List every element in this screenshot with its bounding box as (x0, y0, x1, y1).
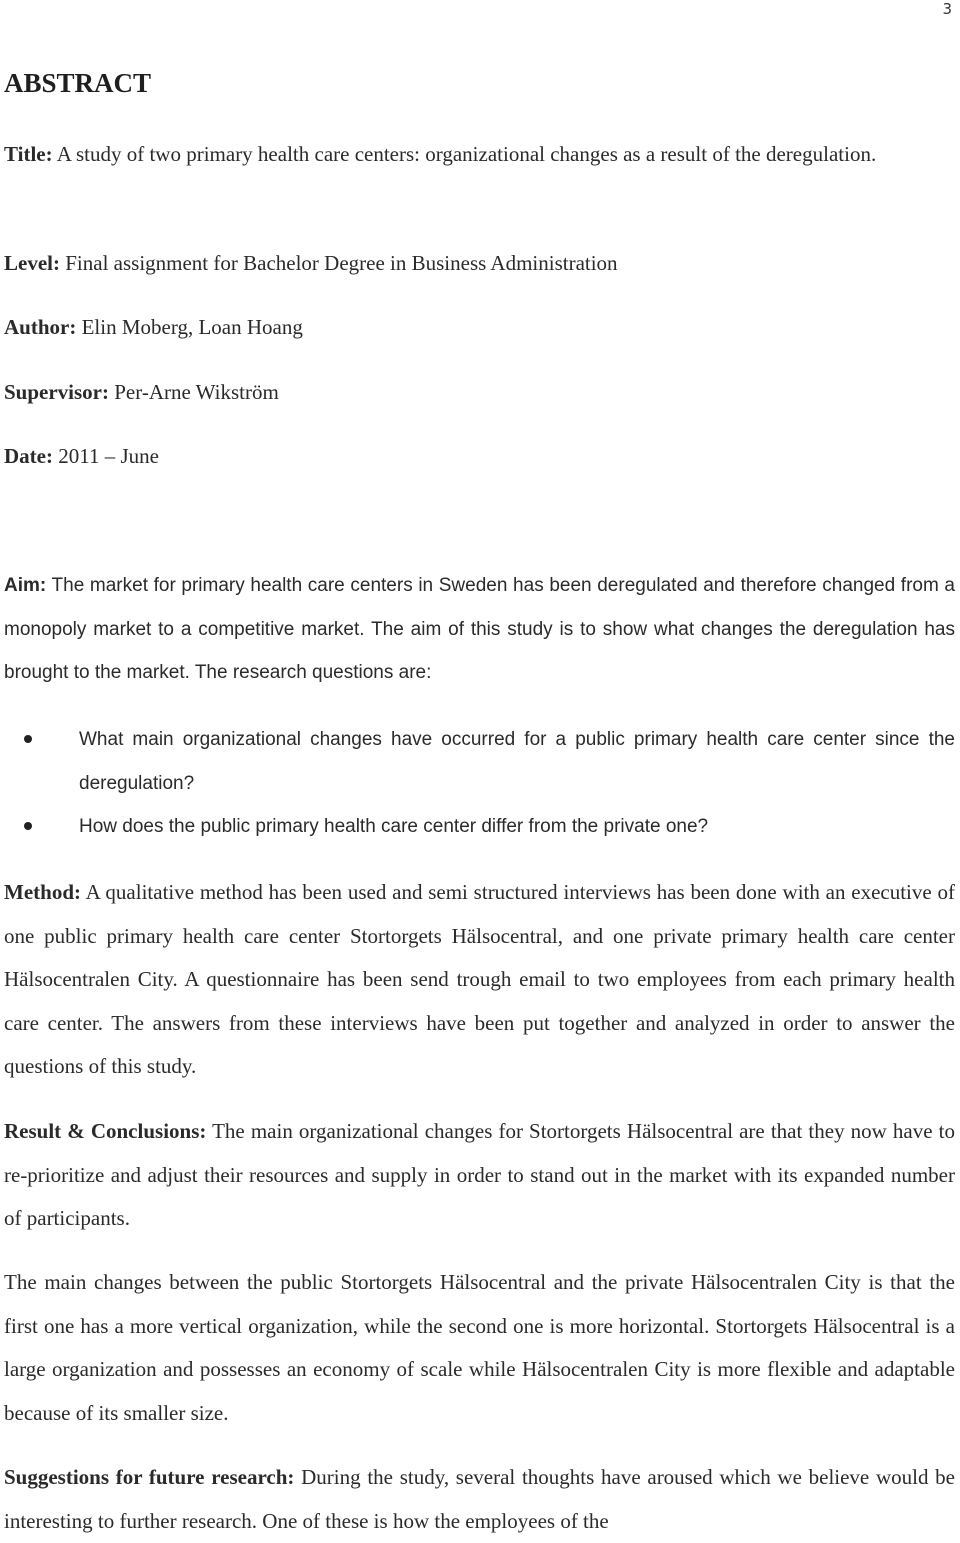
list-item: How does the public primary health care center differ from the private one? (0, 805, 955, 849)
result-label: Result & Conclusions: (4, 1119, 207, 1143)
title-label: Title: (4, 142, 53, 166)
author-value: Elin Moberg, Loan Hoang (76, 315, 303, 339)
result-paragraph (4, 1110, 955, 1241)
aim-label: Aim: (4, 575, 47, 596)
bullet-icon (24, 735, 32, 743)
date-value: 2011 – June (52, 444, 159, 468)
research-questions-list (0, 718, 955, 849)
suggestions-text: During the study, several thoughts have aroused which we believe would be interesting to further research. One of these is how the employees of the (4, 1465, 955, 1533)
page-title: ABSTRACT (4, 68, 152, 98)
level-field (4, 242, 955, 286)
author-label: Author: (4, 315, 77, 339)
method-text: A qualitative method has been used and semi structured interviews has been done with an executive of one public primary health care center Stortorgets Hälsocentral, and one private primary health care center Hälsocentralen City. A questionnaire has been send trough email to two employees from each primary health care center. The answers from these interviews have been put together and analyzed in order to answer the questions of this study. (4, 880, 955, 1078)
page-number: 3 (942, 0, 952, 18)
title-value: A study of two primary health care centers: organizational changes as a result of the deregulation. (52, 142, 877, 166)
suggestions-paragraph (4, 1456, 955, 1543)
supervisor-field (4, 371, 955, 415)
level-label: Level: (4, 251, 60, 275)
level-value: Final assignment for Bachelor Degree in Business Administration (59, 251, 618, 275)
title-field (4, 133, 955, 177)
method-paragraph (4, 871, 955, 1089)
supervisor-value: Per-Arne Wikström (109, 380, 279, 404)
aim-paragraph (4, 564, 955, 695)
result-text: The main organizational changes for Stortorgets Hälsocentral are that they now have to re-prioritize and adjust their resources and supply in order to stand out in the market with its expanded number of participants. (4, 1119, 955, 1230)
aim-text: The market for primary health care centers in Sweden has been deregulated and therefore changed from a monopoly market to a competitive market. The aim of this study is to show what changes the deregulation has brought to the market. The research questions are: (4, 575, 955, 683)
result-paragraph-2: The main changes between the public Stortorgets Hälsocentral and the private Hälsocentralen City is that the first one has a more vertical organization, while the second one is more horizontal. Stortorgets Hälsocentral is a large organization and possesses an economy of scale while Hälsocentralen City is more flexible and adaptable because of its smaller size. (4, 1270, 955, 1425)
author-field (4, 306, 955, 350)
suggestions-label: Suggestions for future research: (4, 1465, 295, 1489)
date-label: Date: (4, 444, 53, 468)
date-field (4, 435, 955, 479)
supervisor-label: Supervisor: (4, 380, 109, 404)
method-label: Method: (4, 880, 81, 904)
bullet-icon (24, 822, 32, 830)
list-item: What main organizational changes have occurred for a public primary health care center since the deregulation? (0, 718, 955, 805)
